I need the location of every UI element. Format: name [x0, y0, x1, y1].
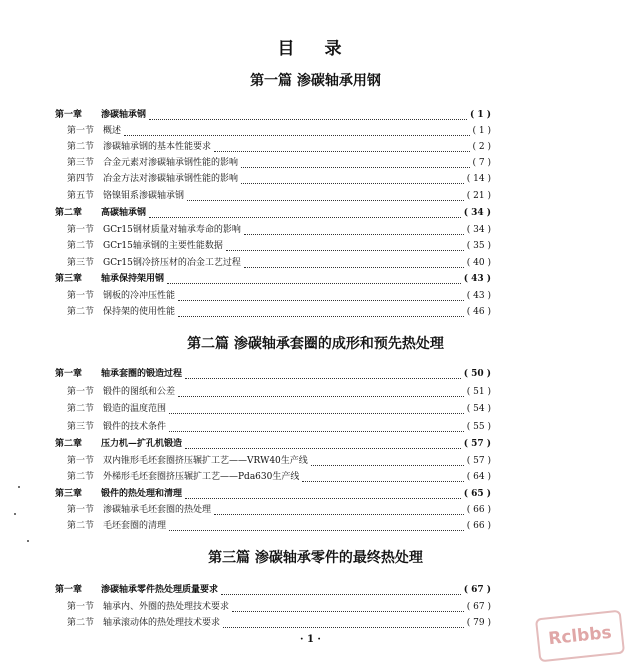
toc-entry-label: 第一节 — [67, 387, 95, 397]
toc-entry-text: 概述 — [103, 126, 122, 136]
toc-entry-page: ( 46 ) — [466, 307, 491, 317]
toc-entry-text: 铬镍钼系渗碳轴承钢 — [103, 191, 185, 201]
toc-entry-label: 第二节 — [67, 404, 95, 414]
toc-entry-text: 高碳轴承钢 — [101, 208, 147, 218]
toc-leader-dots — [214, 144, 470, 152]
toc-section-row — [55, 289, 491, 304]
toc-chapter-row — [55, 583, 491, 598]
part-2-title: 第二篇 渗碳轴承套圈的成形和预先热处理 — [187, 336, 444, 352]
page-number: · 1 · — [300, 634, 321, 645]
toc-leader-dots — [226, 243, 464, 251]
toc-leader-dots — [221, 587, 461, 595]
toc-entry-text: 保持架的使用性能 — [103, 307, 176, 317]
toc-section-row — [55, 172, 491, 187]
toc-leader-dots — [241, 176, 464, 184]
toc-entry-label: 第一节 — [67, 126, 95, 136]
toc-leader-dots — [178, 309, 464, 317]
toc-chapter-row — [55, 272, 491, 287]
toc-entry-page: ( 57 ) — [466, 456, 491, 466]
toc-entry-text: 合金元素对渗碳轴承钢性能的影响 — [103, 158, 239, 168]
toc-leader-dots — [169, 523, 464, 531]
toc-leader-dots — [169, 406, 464, 414]
toc-entry-label: 第一节 — [67, 456, 95, 466]
toc-entry-label: 第二章 — [55, 208, 83, 218]
toc-entry-text: GCr15钢材质量对轴承寿命的影响 — [103, 225, 241, 235]
toc-entry-text: 锻件的技术条件 — [103, 422, 167, 432]
toc-entry-label: 第三节 — [67, 158, 95, 168]
toc-entry-label: 第二章 — [55, 439, 83, 449]
toc-entry-text: 锻件的图纸和公差 — [103, 387, 176, 397]
toc-entry-label: 第四节 — [67, 174, 95, 184]
toc-leader-dots — [185, 491, 461, 499]
toc-leader-dots — [311, 458, 464, 466]
toc-section-row — [55, 189, 491, 204]
toc-section-row — [55, 223, 491, 238]
toc-section-row — [55, 420, 491, 435]
toc-entry-label: 第一章 — [55, 369, 83, 379]
toc-entry-page: ( 64 ) — [466, 472, 491, 482]
toc-entry-page: ( 54 ) — [466, 404, 491, 414]
toc-leader-dots — [232, 604, 464, 612]
toc-leader-dots — [187, 193, 464, 201]
toc-leader-dots — [167, 276, 461, 284]
toc-entry-label: 第三节 — [67, 258, 95, 268]
toc-entry-page: ( 35 ) — [466, 241, 491, 251]
toc-entry-page: ( 66 ) — [466, 521, 491, 531]
toc-entry-page: ( 1 ) — [472, 126, 491, 136]
toc-entry-page: ( 21 ) — [466, 191, 491, 201]
toc-section-row — [55, 616, 491, 631]
toc-entry-label: 第二节 — [67, 521, 95, 531]
scan-speck — [18, 486, 20, 488]
part-1-title: 第一篇 渗碳轴承用钢 — [250, 73, 381, 89]
toc-section-row — [55, 503, 491, 518]
toc-section-row — [55, 140, 491, 155]
toc-entry-text: 锻造的温度范围 — [103, 404, 167, 414]
toc-entry-label: 第五节 — [67, 191, 95, 201]
toc-entry-text: 锻件的热处理和清理 — [101, 489, 183, 499]
toc-entry-label: 第二节 — [67, 241, 95, 251]
toc-leader-dots — [124, 128, 470, 136]
toc-entry-label: 第一节 — [67, 505, 95, 515]
toc-section-row — [55, 124, 491, 139]
toc-entry-page: ( 57 ) — [463, 439, 491, 449]
toc-entry-text: 渗碳轴承钢的基本性能要求 — [103, 142, 212, 152]
toc-entry-text: 外梯形毛坯套圈挤压辗扩工艺——Pda630生产线 — [103, 472, 300, 482]
toc-leader-dots — [223, 620, 464, 628]
toc-leader-dots — [169, 424, 464, 432]
toc-entry-text: 毛坯套圈的清理 — [103, 521, 167, 531]
toc-leader-dots — [185, 371, 461, 379]
toc-section-row — [55, 385, 491, 400]
toc-leader-dots — [214, 507, 464, 515]
toc-entry-page: ( 67 ) — [466, 602, 491, 612]
toc-entry-text: 双内锥形毛坯套圈挤压辗扩工艺——VRW40生产线 — [103, 456, 308, 466]
toc-entry-page: ( 66 ) — [466, 505, 491, 515]
toc-section-row — [55, 239, 491, 254]
toc-entry-label: 第一节 — [67, 602, 95, 612]
toc-entry-page: ( 79 ) — [466, 618, 491, 628]
toc-section-row — [55, 454, 491, 469]
part-3-title: 第三篇 渗碳轴承零件的最终热处理 — [208, 550, 423, 566]
toc-leader-dots — [149, 112, 467, 120]
toc-leader-dots — [241, 160, 470, 168]
toc-section-row — [55, 156, 491, 171]
toc-entry-page: ( 2 ) — [472, 142, 491, 152]
toc-section-row — [55, 402, 491, 417]
toc-entry-label: 第三节 — [67, 422, 95, 432]
toc-entry-page: ( 43 ) — [463, 274, 491, 284]
toc-entry-label: 第三章 — [55, 489, 83, 499]
toc-entry-text: 渗碳轴承毛坯套圈的热处理 — [103, 505, 212, 515]
toc-entry-label: 第一节 — [67, 225, 95, 235]
toc-section-row — [55, 256, 491, 271]
scan-speck — [14, 513, 16, 515]
toc-entry-page: ( 7 ) — [472, 158, 491, 168]
toc-entry-text: 渗碳轴承钢 — [101, 110, 147, 120]
toc-leader-dots — [244, 227, 464, 235]
toc-entry-label: 第二节 — [67, 472, 95, 482]
toc-entry-page: ( 34 ) — [466, 225, 491, 235]
toc-entry-text: 压力机—扩孔机锻造 — [101, 439, 183, 449]
toc-entry-page: ( 50 ) — [463, 369, 491, 379]
toc-entry-label: 第三章 — [55, 274, 83, 284]
toc-entry-text: GCr15轴承钢的主要性能数据 — [103, 241, 223, 251]
toc-entry-page: ( 67 ) — [463, 585, 491, 595]
scan-speck — [27, 540, 29, 542]
watermark-logo: Rclbbs — [535, 610, 625, 663]
toc-chapter-row — [55, 206, 491, 221]
toc-chapter-row — [55, 437, 491, 452]
toc-entry-page: ( 40 ) — [466, 258, 491, 268]
toc-entry-label: 第一节 — [67, 291, 95, 301]
toc-entry-text: 轴承保持架用钢 — [101, 274, 165, 284]
toc-entry-label: 第二节 — [67, 307, 95, 317]
toc-entry-text: 轴承套圈的锻造过程 — [101, 369, 183, 379]
toc-chapter-row — [55, 367, 491, 382]
toc-leader-dots — [178, 389, 464, 397]
toc-entry-page: ( 1 ) — [469, 110, 491, 120]
toc-entry-page: ( 14 ) — [466, 174, 491, 184]
toc-leader-dots — [302, 474, 463, 482]
toc-entry-label: 第二节 — [67, 618, 95, 628]
toc-entry-page: ( 34 ) — [463, 208, 491, 218]
toc-chapter-row — [55, 108, 491, 123]
toc-entry-label: 第一章 — [55, 585, 83, 595]
toc-entry-label: 第二节 — [67, 142, 95, 152]
toc-entry-text: GCr15钢冷挤压材的冶金工艺过程 — [103, 258, 241, 268]
toc-entry-page: ( 43 ) — [466, 291, 491, 301]
toc-entry-text: 轴承内、外圈的热处理技术要求 — [103, 602, 230, 612]
toc-leader-dots — [185, 441, 461, 449]
toc-entry-page: ( 55 ) — [466, 422, 491, 432]
toc-leader-dots — [244, 260, 464, 268]
toc-entry-page: ( 51 ) — [466, 387, 491, 397]
toc-entry-text: 渗碳轴承零件热处理质量要求 — [101, 585, 219, 595]
toc-entry-label: 第一章 — [55, 110, 83, 120]
toc-entry-page: ( 65 ) — [463, 489, 491, 499]
toc-leader-dots — [178, 293, 464, 301]
toc-entry-text: 冶金方法对渗碳轴承钢性能的影响 — [103, 174, 239, 184]
toc-title: 目 录 — [277, 39, 354, 59]
toc-section-row — [55, 305, 491, 320]
toc-section-row — [55, 519, 491, 534]
toc-section-row — [55, 600, 491, 615]
toc-chapter-row — [55, 487, 491, 502]
toc-entry-text: 轴承滚动体的热处理技术要求 — [103, 618, 221, 628]
toc-section-row — [55, 470, 491, 485]
toc-leader-dots — [149, 210, 461, 218]
toc-entry-text: 钢板的冷冲压性能 — [103, 291, 176, 301]
